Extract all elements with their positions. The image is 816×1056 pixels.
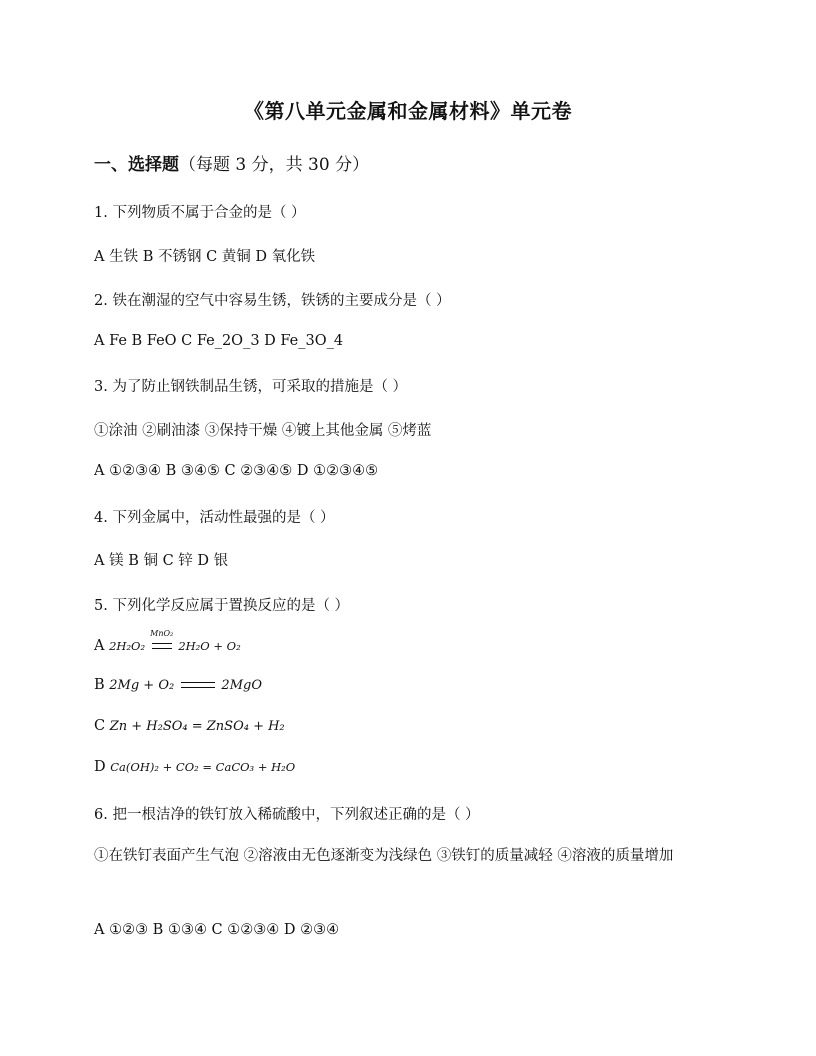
option-b-lhs: 2Mg + O₂ [109, 678, 175, 693]
equals-sign-icon [181, 682, 215, 688]
option-d-equation: Ca(OH)₂ + CO₂ = CaCO₃ + H₂O [110, 760, 296, 774]
question-3-items: ①涂油 ②刷油漆 ③保持干燥 ④镀上其他金属 ⑤烤蓝 [94, 423, 432, 439]
question-6-items: ①在铁钉表面产生气泡 ②溶液由无色逐渐变为浅绿色 ③铁钉的质量减轻 ④溶液的质量增加 [94, 848, 674, 864]
option-a-lhs: 2H₂O₂ [109, 639, 146, 653]
question-5-option-b [94, 677, 262, 693]
option-a-letter: A [94, 638, 105, 654]
option-b-rhs: 2MgO [221, 678, 262, 693]
section-heading: 一、选择题 [94, 155, 179, 175]
document-title: 《第八单元金属和金属材料》单元卷 [244, 99, 572, 123]
question-4-options: A 镁 B 铜 C 锌 D 银 [94, 553, 229, 569]
question-6-stem: 6. 把一根洁净的铁钉放入稀硫酸中，下列叙述正确的是（ ） [94, 807, 480, 823]
section-heading-row [94, 150, 369, 175]
option-a-catalyst: MnO₂ [150, 629, 174, 638]
question-3-stem: 3. 为了防止钢铁制品生锈，可采取的措施是（ ） [94, 379, 408, 395]
option-d-letter: D [94, 759, 106, 775]
question-1-stem: 1. 下列物质不属于合金的是（ ） [94, 205, 306, 221]
question-2-stem: 2. 铁在潮湿的空气中容易生锈，铁锈的主要成分是（ ） [94, 293, 451, 309]
question-1-options: A 生铁 B 不锈钢 C 黄铜 D 氧化铁 [94, 249, 316, 265]
question-5-option-c [94, 718, 285, 734]
option-a-rhs: 2H₂O + O₂ [178, 639, 241, 653]
question-2-options: A Fe B FeO C Fe_2O_3 D Fe_3O_4 [94, 333, 344, 349]
section-note: （每题 3 分，共 30 分） [179, 155, 370, 175]
equals-sign-icon [152, 643, 172, 649]
question-5-stem: 5. 下列化学反应属于置换反应的是（ ） [94, 598, 350, 614]
question-3-options: A ①②③④ B ③④⑤ C ②③④⑤ D ①②③④⑤ [94, 463, 379, 479]
question-5-option-a [94, 629, 241, 654]
option-a-condition-sign [150, 629, 174, 654]
question-6-options: A ①②③ B ①③④ C ①②③④ D ②③④ [94, 922, 340, 938]
option-c-equation: Zn + H₂SO₄ = ZnSO₄ + H₂ [109, 719, 285, 734]
question-4-stem: 4. 下列金属中，活动性最强的是（ ） [94, 510, 335, 526]
option-c-letter: C [94, 718, 106, 734]
option-b-letter: B [94, 677, 105, 693]
question-5-option-d [94, 759, 295, 775]
